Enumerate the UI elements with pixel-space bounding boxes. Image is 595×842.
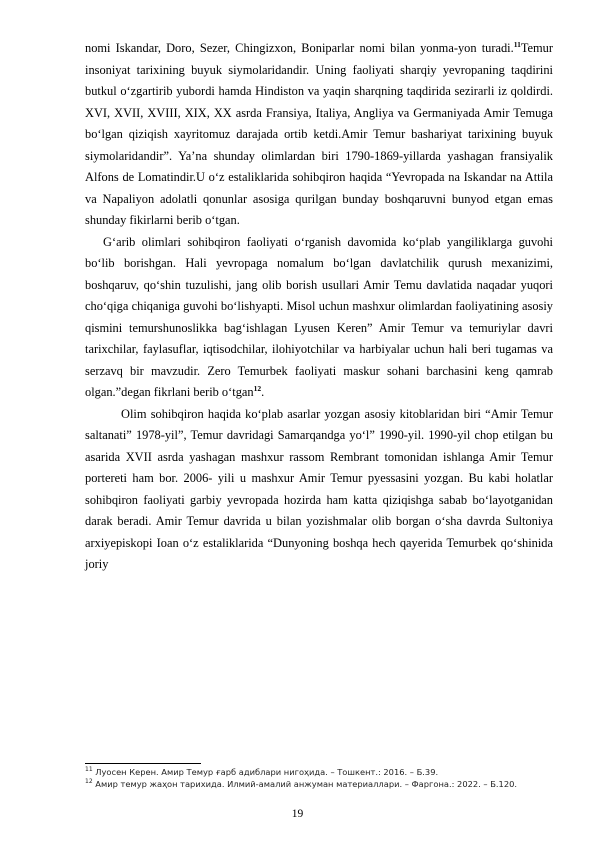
body-text	[85, 38, 553, 576]
footnote-text: Луосен Керен. Амир Темур ғарб адиблари нигоҳида. – Тошкент.: 2016. – Б.39.	[95, 767, 439, 777]
footnotes	[85, 766, 553, 790]
paragraph-2	[85, 232, 553, 404]
footnote-ref-11[interactable]: 11	[513, 39, 521, 49]
paragraph-2-text-a: G‘arib olimlari sohibqiron faoliyati o‘rganish davomida ko‘plab yangiliklarga guvohi bo‘lib borishgan. Hali yevropaga nomalum bo‘lgan davlatchilik qurush mexanizimi, boshqaruv, qo‘shin tuzulishi, jang olib borish usullari Amir Temu davlatida naqadar yuqori cho‘qiga chiqaniga guvohi bo‘lishyapti. Misol uchun mashxur olimlardan faoliyatining asosiy qismini temurshunoslikka bag‘ishlagan Lyusen Keren” Amir Temur va temuriylar davri tarixchilar, faylasuflar, iqtisodchilar, ilohiyotchilar va harbiyalar uchun hali beri tugamas va serzavq bir mavzudir. Zero Temurbek faoliyati maskur sohani barchasini keng qamrab olgan.”degan fikrlani berib o‘tgan	[85, 234, 553, 399]
page-number: 19	[291, 808, 304, 820]
footnote-number: 11	[85, 766, 93, 774]
paragraph-3	[85, 404, 553, 576]
paragraph-2-text-b: .	[261, 385, 265, 399]
footnote-12	[85, 778, 553, 790]
footnote-11	[85, 766, 553, 778]
footnote-separator	[85, 763, 201, 764]
paragraph-1-text-b: Temur insoniyat tarixining buyuk siymolaridandir. Uning faoliyati sharqiy yevropaning taqdirini butkul o‘zgartirib yubordi hamda Hindiston va yaqin sharqning taqdirida sezirarli iz qoldirdi. XVI, XVII, XVIII, XIX, XX asrda Fransiya, Italiya, Angliya va Germaniyada Amir Temuga bo‘lgan qiziqish xayritomuz darajada ortib ketdi.Amir Temur bashariyat tarixining buyuk siymolaridandir”. Ya’na shunday olimlardan biri 1790-1869-yillarda yashagan fransiyalik Alfons de Lomatindir.U o‘z estaliklarida sohibqiron haqida “Yevropada na Iskandar na Attila va Napaliyon adolatli qonunlar asosiga qurilgan bunday boshqaruvni bunyod etgan emas shunday fikirlarni berib o‘tgan.	[85, 41, 553, 227]
footnote-ref-12[interactable]: 12	[253, 383, 262, 393]
footnote-text: Амир темур жаҳон тарихида. Илмий-амалий анжуман материаллари. – Фаргона.: 2022. – Б.120.	[95, 779, 518, 789]
footnote-number: 12	[85, 778, 93, 786]
paragraph-1	[85, 38, 553, 232]
paragraph-1-text-a: nomi Iskandar, Doro, Sezer, Chingizxon, Boniparlar nomi bilan yonma-yon turadi.	[85, 41, 514, 55]
paragraph-3-text: Olim sohibqiron haqida ko‘plab asarlar yozgan asosiy kitoblaridan biri “Amir Temur saltanati” 1978-yil”, Temur davridagi Samarqandga yo‘l” 1990-yil. 1990-yil chop etilgan bu asarida XVII asrda yashagan mashxur rassom Rembrant tomonidan ishlanga Amir Temur portereti ham bor. 2006- yili u mashxur Amir Temur pyessasini yozgan. Bu kabi holatlar sohibqiron faoliyati garbiy yevropada hozirda ham katta qiziqishga sabab bo‘layotganidan darak beradi. Amir Temur davrida u bilan yozishmalar olib borgan o‘sha davrda Sultoniya arxiyepiskopi Ioan o‘z estaliklarida “Dunyoning boshqa hech qayerida Temurbek qo‘shinida joriy	[85, 406, 553, 571]
